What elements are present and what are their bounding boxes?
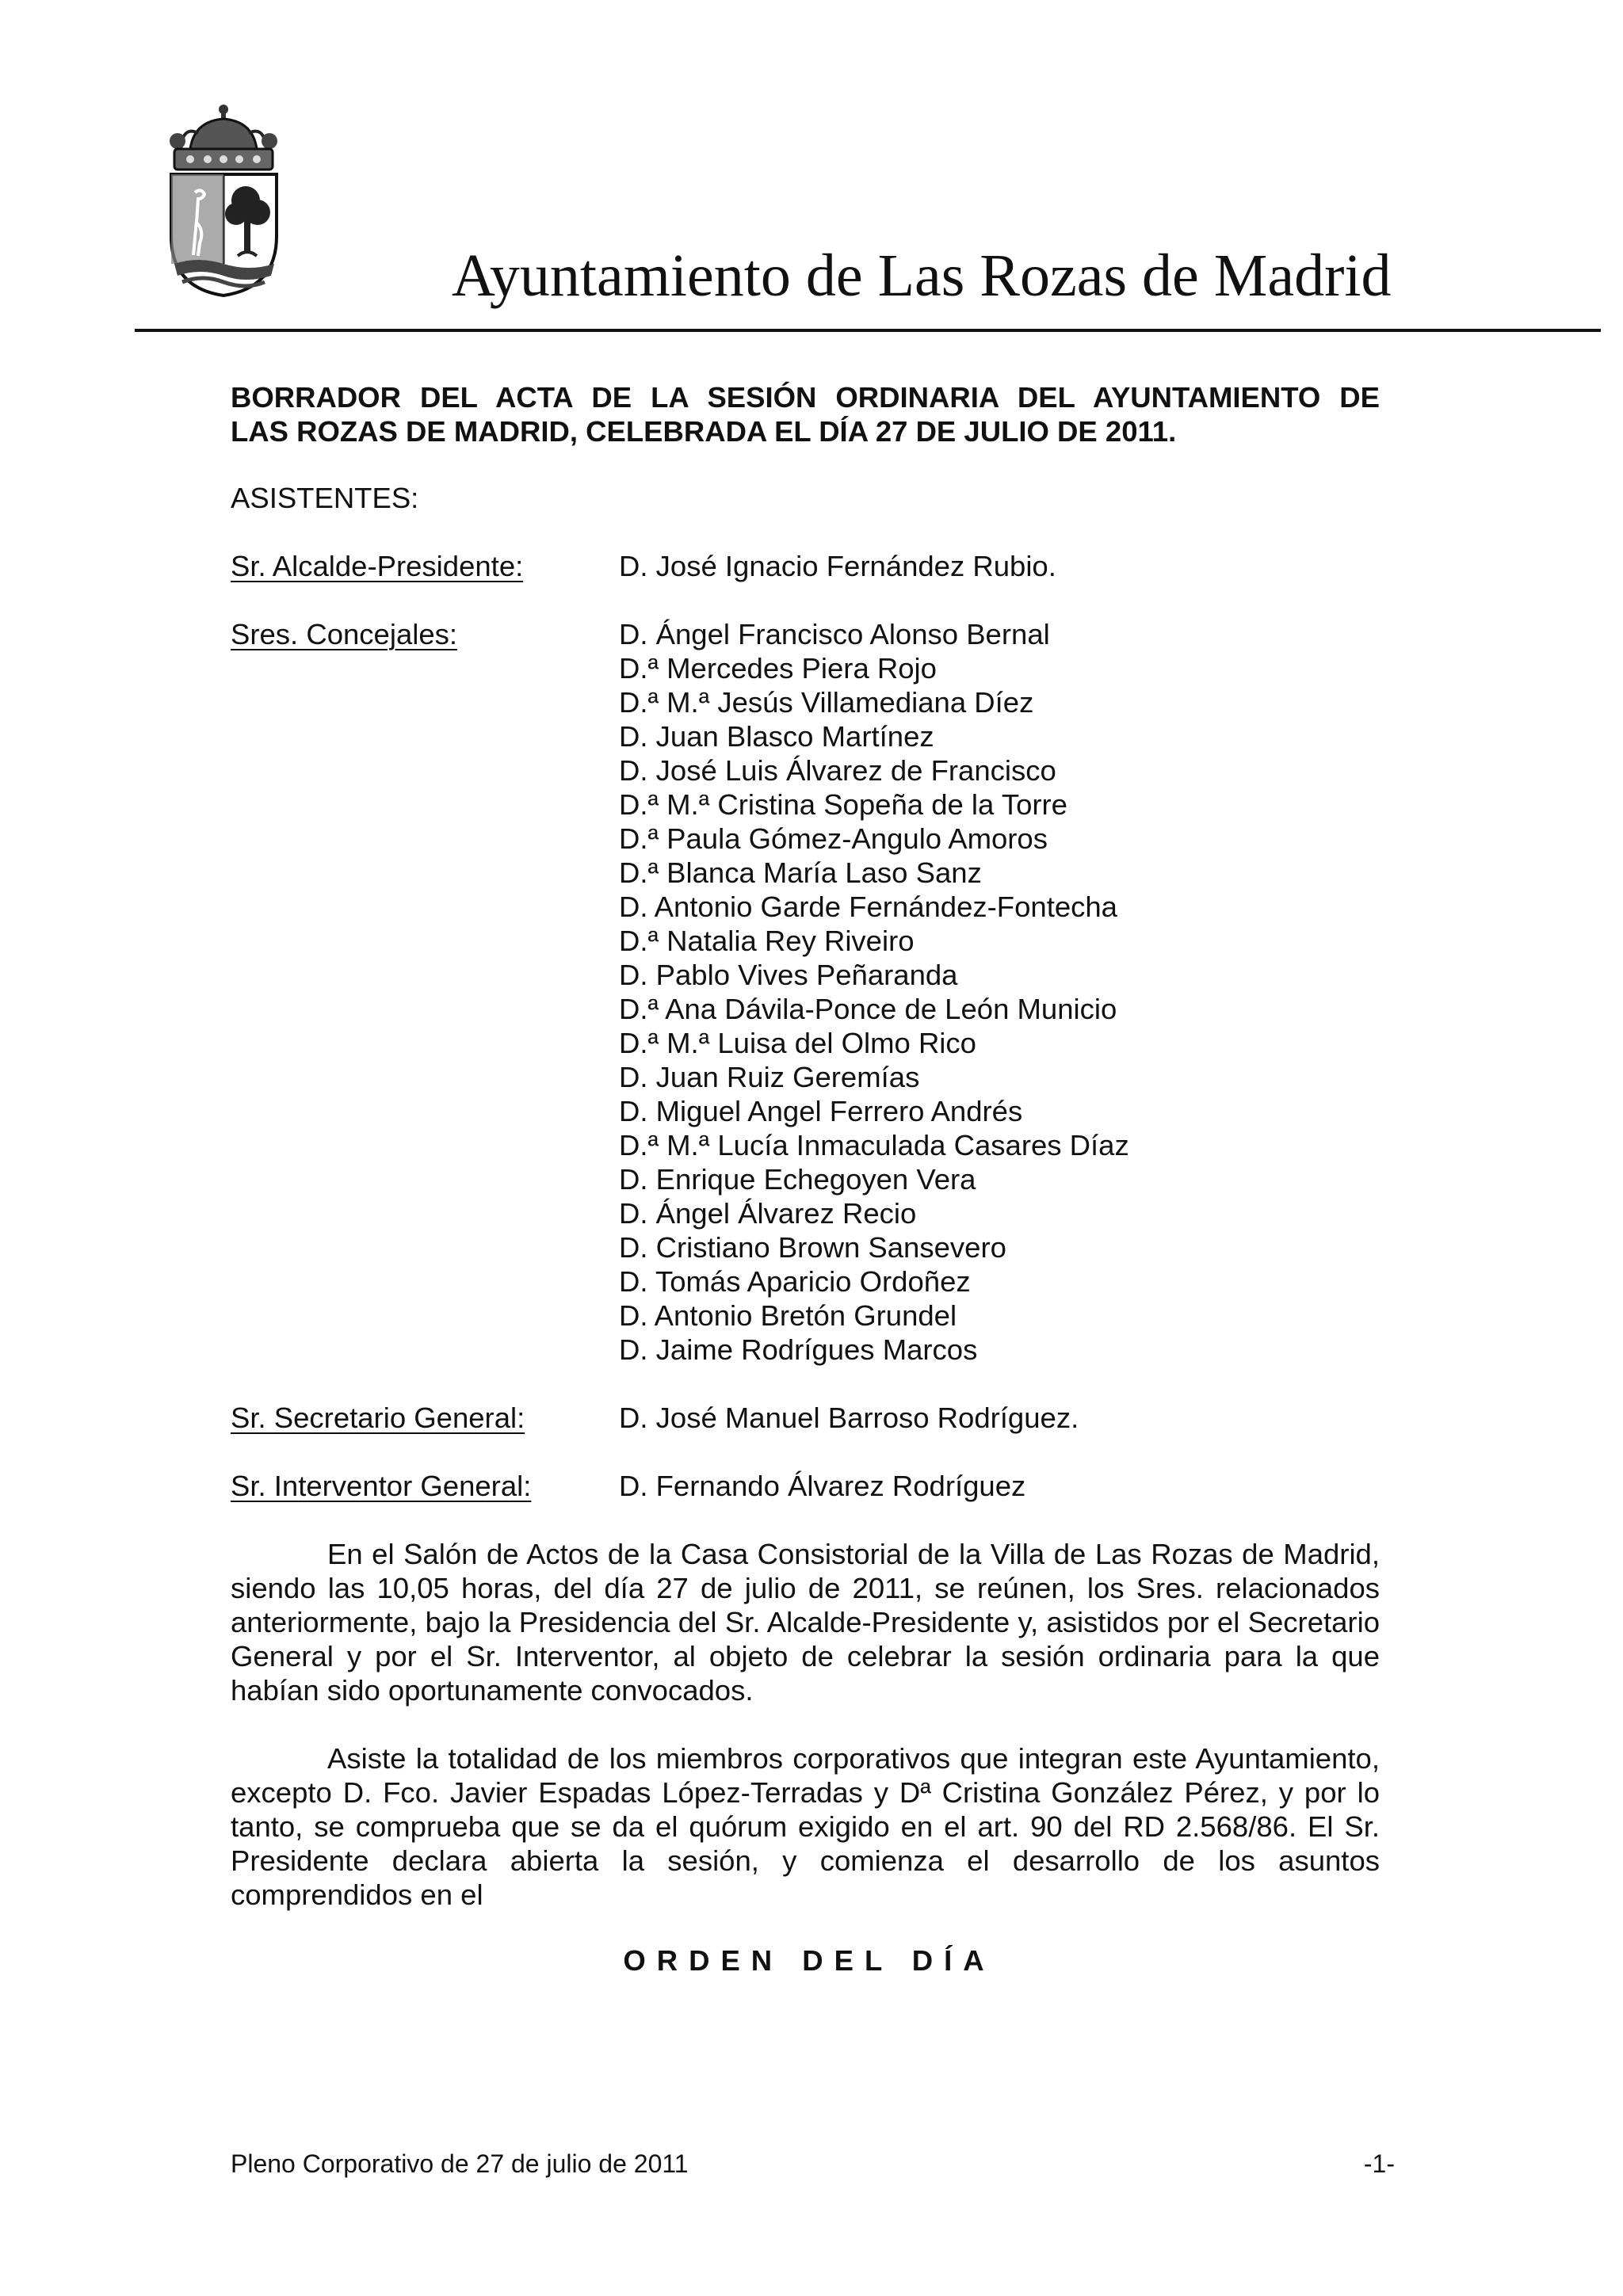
councillor-name: D.ª Ana Dávila-Ponce de León Municio <box>619 993 1117 1025</box>
councillor-name: D. Pablo Vives Peñaranda <box>619 959 958 991</box>
councillor-name: D. Ángel Francisco Alonso Bernal <box>619 618 1050 650</box>
councillor-name: D. Cristiano Brown Sansevero <box>619 1231 1006 1264</box>
document-body <box>231 380 1380 1978</box>
document-heading-line-2: LAS ROZAS DE MADRID, CELEBRADA EL DÍA 27 DE JULIO DE 2011. <box>231 415 1177 448</box>
header-divider <box>135 329 1601 332</box>
quorum-paragraph-text: Asiste la totalidad de los miembros corporativos que integran este Ayuntamiento, excepto D. Fco. Javier Espadas López-Terradas y Dª Cristina González Pérez, y por lo tanto, se comprueba que se da el quórum exigido en el art. 90 del RD 2.568/86. El Sr. Presidente declara abierta la sesión, y comienza el desarrollo de los asuntos comprendidos en el <box>231 1742 1380 1911</box>
secretary-name: D. José Manuel Barroso Rodríguez. <box>619 1402 1079 1434</box>
mayor-row <box>231 549 1380 583</box>
councillor-name: D.ª Paula Gómez-Angulo Amoros <box>619 822 1048 855</box>
document-heading-line-1: BORRADOR DEL ACTA DE LA SESIÓN ORDINARIA DEL AYUNTAMIENTO DE <box>231 381 1380 414</box>
session-paragraph-text: En el Salón de Actos de la Casa Consistorial de la Villa de Las Rozas de Madrid, siendo las 10,05 horas, del día 27 de julio de 2011, se reúnen, los Sres. relacionados anteriormente, bajo la Presidencia del Sr. Alcalde-Presidente y, asistidos por el Secretario General y por el Sr. Interventor, al objeto de celebrar la sesión ordinaria para la que habían sido oportunamente convocados. <box>231 1538 1380 1707</box>
auditor-role-label: Sr. Interventor General: <box>231 1470 532 1502</box>
councillor-name: D.ª M.ª Cristina Sopeña de la Torre <box>619 788 1067 821</box>
agenda-heading: ORDEN DEL DÍA <box>623 1944 995 1977</box>
councillor-name: D.ª M.ª Lucía Inmaculada Casares Díaz <box>619 1129 1129 1161</box>
councillor-name: D. Antonio Bretón Grundel <box>619 1299 957 1332</box>
secretary-role-label: Sr. Secretario General: <box>231 1402 525 1434</box>
councillor-name: D. Enrique Echegoyen Vera <box>619 1163 976 1196</box>
attendees-label: ASISTENTES: <box>231 482 419 514</box>
document-heading <box>231 380 1380 448</box>
councillors-role-label: Sres. Concejales: <box>231 618 458 650</box>
councillor-name: D. Juan Blasco Martínez <box>619 720 934 753</box>
councillor-name: D. Ángel Álvarez Recio <box>619 1197 917 1230</box>
councillor-name: D.ª Natalia Rey Riveiro <box>619 925 915 957</box>
auditor-name: D. Fernando Álvarez Rodríguez <box>619 1470 1026 1502</box>
session-paragraph <box>231 1537 1380 1707</box>
mayor-name: D. José Ignacio Fernández Rubio. <box>619 550 1056 582</box>
councillor-name: D. Miguel Angel Ferrero Andrés <box>619 1095 1023 1127</box>
councillor-name: D.ª M.ª Jesús Villamediana Díez <box>619 686 1034 719</box>
councillor-name: D.ª Mercedes Piera Rojo <box>619 652 937 685</box>
councillor-name: D.ª Blanca María Laso Sanz <box>619 856 982 889</box>
page-number: -1- <box>1363 2149 1395 2178</box>
councillors-row <box>231 617 1380 1367</box>
coat-of-arms-logo <box>166 101 281 299</box>
secretary-row <box>231 1401 1380 1435</box>
councillor-name: D.ª M.ª Luisa del Olmo Rico <box>619 1027 976 1059</box>
quorum-paragraph <box>231 1741 1380 1912</box>
councillor-name: D. Tomás Aparicio Ordoñez <box>619 1265 971 1298</box>
organization-title: Ayuntamiento de Las Rozas de Madrid <box>452 242 1392 309</box>
councillor-name: D. Juan Ruiz Geremías <box>619 1061 920 1093</box>
mayor-role-label: Sr. Alcalde-Presidente: <box>231 550 524 582</box>
footer-title: Pleno Corporativo de 27 de julio de 2011 <box>231 2149 689 2178</box>
auditor-row <box>231 1469 1380 1503</box>
councillor-name: D. José Luis Álvarez de Francisco <box>619 754 1056 787</box>
councillor-name: D. Antonio Garde Fernández-Fontecha <box>619 891 1117 923</box>
councillor-name: D. Jaime Rodrígues Marcos <box>619 1333 978 1366</box>
councillors-list <box>619 617 1380 1367</box>
